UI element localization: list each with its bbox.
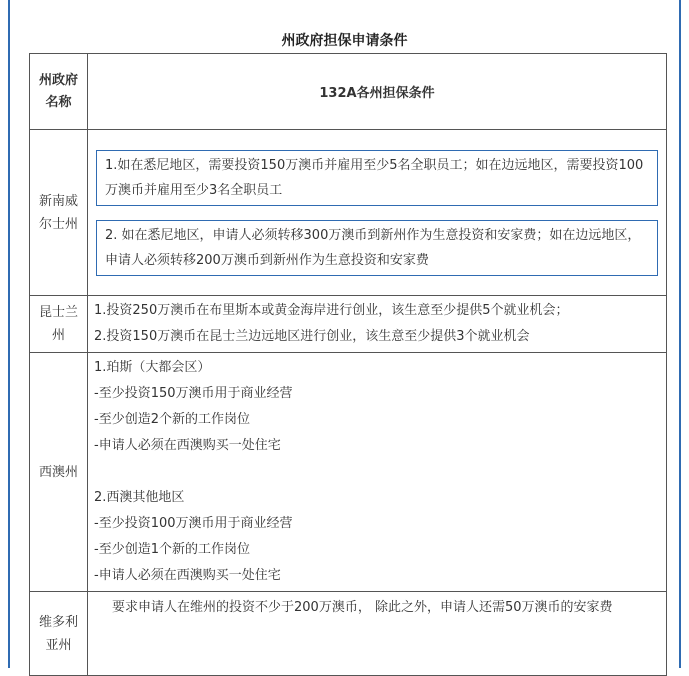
condition-line: -至少创造1个新的工作岗位 bbox=[94, 542, 250, 557]
conditions-column-header: 132A各州担保条件 bbox=[88, 54, 667, 130]
state-column-header: 州政府名称 bbox=[30, 54, 88, 130]
state-name: 新南威尔士州 bbox=[30, 130, 88, 296]
state-name: 西澳州 bbox=[30, 353, 88, 592]
condition-line: 2.投资150万澳币在昆士兰边远地区进行创业，该生意至少提供3个就业机会 bbox=[94, 329, 530, 344]
condition-line: -至少投资150万澳币用于商业经营 bbox=[94, 386, 293, 401]
conditions-table bbox=[29, 53, 667, 676]
condition-line: 2.西澳其他地区 bbox=[94, 490, 185, 505]
condition-box: 1.如在悉尼地区，需要投资150万澳币并雇用至少5名全职员工；如在边远地区，需要投资100万澳币并雇用至少3名全职员工 bbox=[96, 150, 658, 206]
condition-line: -至少投资100万澳币用于商业经营 bbox=[94, 516, 293, 531]
condition-line: 1.投资250万澳币在布里斯本或黄金海岸进行创业，该生意至少提供5个就业机会； bbox=[94, 303, 569, 318]
conditions-cell bbox=[88, 353, 667, 592]
condition-line: -申请人必须在西澳购买一处住宅 bbox=[94, 438, 281, 453]
conditions-cell bbox=[88, 130, 667, 296]
table-row-vic bbox=[30, 592, 667, 676]
table-row-wa bbox=[30, 353, 667, 592]
condition-line: 1.珀斯（大都会区） bbox=[94, 360, 211, 375]
condition-box: 2. 如在悉尼地区，申请人必须转移300万澳币到新州作为生意投资和安家费；如在边远地区，申请人必须转移200万澳币到新州作为生意投资和安家费 bbox=[96, 220, 658, 276]
table-row-nsw bbox=[30, 130, 667, 296]
conditions-cell: 要求申请人在维州的投资不少于200万澳币， 除此之外，申请人还需50万澳币的安家费 bbox=[88, 592, 667, 676]
condition-line: -申请人必须在西澳购买一处住宅 bbox=[94, 568, 281, 583]
page-title: 州政府担保申请条件 bbox=[281, 33, 408, 49]
state-name: 昆士兰州 bbox=[30, 296, 88, 353]
table-row-qld bbox=[30, 296, 667, 353]
condition-line: -至少创造2个新的工作岗位 bbox=[94, 412, 250, 427]
state-name: 维多利亚州 bbox=[30, 592, 88, 676]
conditions-cell bbox=[88, 296, 667, 353]
spacer bbox=[94, 459, 660, 485]
table-header-row bbox=[30, 54, 667, 130]
